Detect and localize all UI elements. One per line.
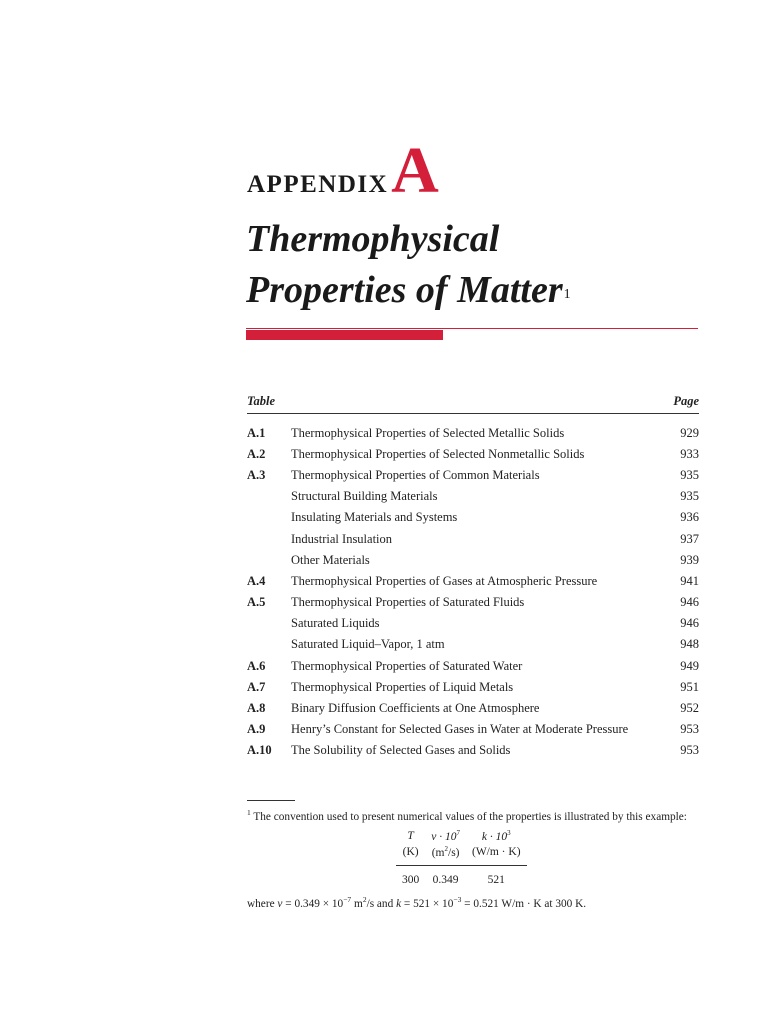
toc-page-number: 946 — [680, 595, 699, 610]
toc-table-title: Other Materials — [291, 552, 370, 567]
toc-row — [247, 422, 699, 443]
example-v-viscosity: 0.349 — [432, 873, 459, 886]
toc-page-number: 941 — [680, 573, 699, 588]
toc-table-number: A.1 — [247, 425, 266, 440]
toc-table-title: Saturated Liquids — [291, 616, 380, 631]
toc-page-number: 953 — [680, 743, 699, 758]
appendix-letter: A — [391, 134, 439, 207]
toc-table-number — [247, 552, 291, 568]
toc-page-number: 929 — [680, 425, 699, 440]
toc-page-number: 936 — [680, 510, 699, 525]
toc-page-number: 952 — [680, 701, 699, 716]
toc-table-number: A.3 — [247, 467, 266, 482]
chapter-title — [246, 214, 571, 316]
table-of-contents — [247, 394, 699, 761]
toc-page-number: 948 — [680, 637, 699, 652]
example-u-conductivity: (W/m · K) — [466, 844, 527, 865]
toc-rows — [247, 422, 699, 761]
example-units-row — [396, 844, 527, 865]
toc-row — [247, 486, 699, 507]
toc-row — [247, 464, 699, 485]
toc-table-number: A.6 — [247, 658, 266, 673]
chapter-title-line1: Thermophysical — [246, 218, 500, 260]
toc-table-number — [247, 636, 291, 652]
example-h-conductivity: $k \cdot 10^3$ — [481, 829, 511, 843]
example-explanation: where $\nu = 0.349 \times 10^{-7}$ $m^2/s$ and $k = 521 \times 10^{-3} = 0.521$ W/m · K at 300 K. — [247, 895, 587, 910]
toc-row — [247, 528, 699, 549]
toc-col-page: Page — [673, 394, 699, 408]
toc-row — [247, 719, 699, 740]
footnote-mark: 1 — [247, 808, 251, 817]
toc-table-number — [247, 488, 291, 504]
example-u-temperature: (K) — [396, 844, 425, 865]
toc-row — [247, 613, 699, 634]
toc-row — [247, 740, 699, 761]
toc-table-title: The Solubility of Selected Gases and Solids — [291, 743, 511, 758]
toc-row — [247, 570, 699, 591]
toc-header — [247, 394, 699, 414]
toc-table-title: Thermophysical Properties of Liquid Metals — [291, 679, 514, 694]
toc-table-number: A.2 — [247, 446, 266, 461]
toc-table-title: Industrial Insulation — [291, 531, 393, 546]
example-values-row — [396, 865, 527, 887]
example-v-conductivity: 521 — [487, 873, 505, 886]
toc-page-number: 939 — [680, 552, 699, 567]
example-u-viscosity: $(m^2/s)$ — [425, 844, 466, 865]
footnote-rule — [247, 800, 295, 801]
toc-page-number: 935 — [680, 489, 699, 504]
chapter-title-line2: Properties of Matter — [246, 269, 563, 311]
toc-table-number — [247, 509, 291, 525]
toc-table-number — [247, 615, 291, 631]
toc-table-title: Saturated Liquid–Vapor, 1 atm — [291, 637, 445, 652]
toc-row — [247, 676, 699, 697]
toc-table-number: A.5 — [247, 595, 266, 610]
toc-table-number — [247, 531, 291, 547]
title-rule-thick — [246, 330, 443, 340]
toc-row — [247, 443, 699, 464]
toc-page-number: 935 — [680, 467, 699, 482]
toc-table-title: Thermophysical Properties of Saturated Water — [291, 658, 523, 673]
toc-row — [247, 549, 699, 570]
toc-row — [247, 592, 699, 613]
toc-page-number: 937 — [680, 531, 699, 546]
example-h-temperature: T — [407, 829, 414, 842]
toc-page-number: 953 — [680, 722, 699, 737]
footnote-text: The convention used to present numerical values of the properties is illustrated by this example: — [253, 810, 687, 823]
toc-table-number: A.9 — [247, 722, 266, 737]
toc-row — [247, 655, 699, 676]
toc-table-title: Thermophysical Properties of Saturated Fluids — [291, 595, 525, 610]
appendix-heading — [247, 134, 439, 207]
toc-table-number: A.7 — [247, 679, 266, 694]
appendix-word: APPENDIX — [247, 171, 389, 198]
toc-page-number: 946 — [680, 616, 699, 631]
example-v-temperature: 300 — [402, 873, 420, 886]
toc-table-title: Thermophysical Properties of Selected Nonmetallic Solids — [291, 446, 585, 461]
example-header-row — [396, 828, 527, 844]
toc-table-title: Henry’s Constant for Selected Gases in Water at Moderate Pressure — [291, 722, 629, 737]
toc-page-number: 933 — [680, 446, 699, 461]
toc-table-title: Thermophysical Properties of Common Materials — [291, 467, 540, 482]
toc-table-title: Thermophysical Properties of Selected Metallic Solids — [291, 425, 565, 440]
title-rule-thin — [246, 328, 698, 329]
toc-col-table: Table — [247, 394, 276, 408]
title-footnote-mark: 1 — [563, 287, 571, 302]
toc-table-number: A.10 — [247, 743, 272, 758]
toc-page-number: 951 — [680, 679, 699, 694]
toc-row — [247, 697, 699, 718]
example-h-viscosity: $\nu \cdot 10^7$ — [431, 829, 460, 843]
example-table — [396, 828, 527, 887]
toc-table-title: Structural Building Materials — [291, 489, 438, 504]
toc-row — [247, 634, 699, 655]
footnote — [247, 808, 687, 823]
toc-row — [247, 507, 699, 528]
toc-table-title: Thermophysical Properties of Gases at Atmospheric Pressure — [291, 573, 598, 588]
toc-table-number: A.8 — [247, 701, 266, 716]
toc-page-number: 949 — [680, 658, 699, 673]
toc-table-title: Binary Diffusion Coefficients at One Atmosphere — [291, 701, 540, 716]
toc-table-number: A.4 — [247, 573, 266, 588]
toc-table-title: Insulating Materials and Systems — [291, 510, 458, 525]
